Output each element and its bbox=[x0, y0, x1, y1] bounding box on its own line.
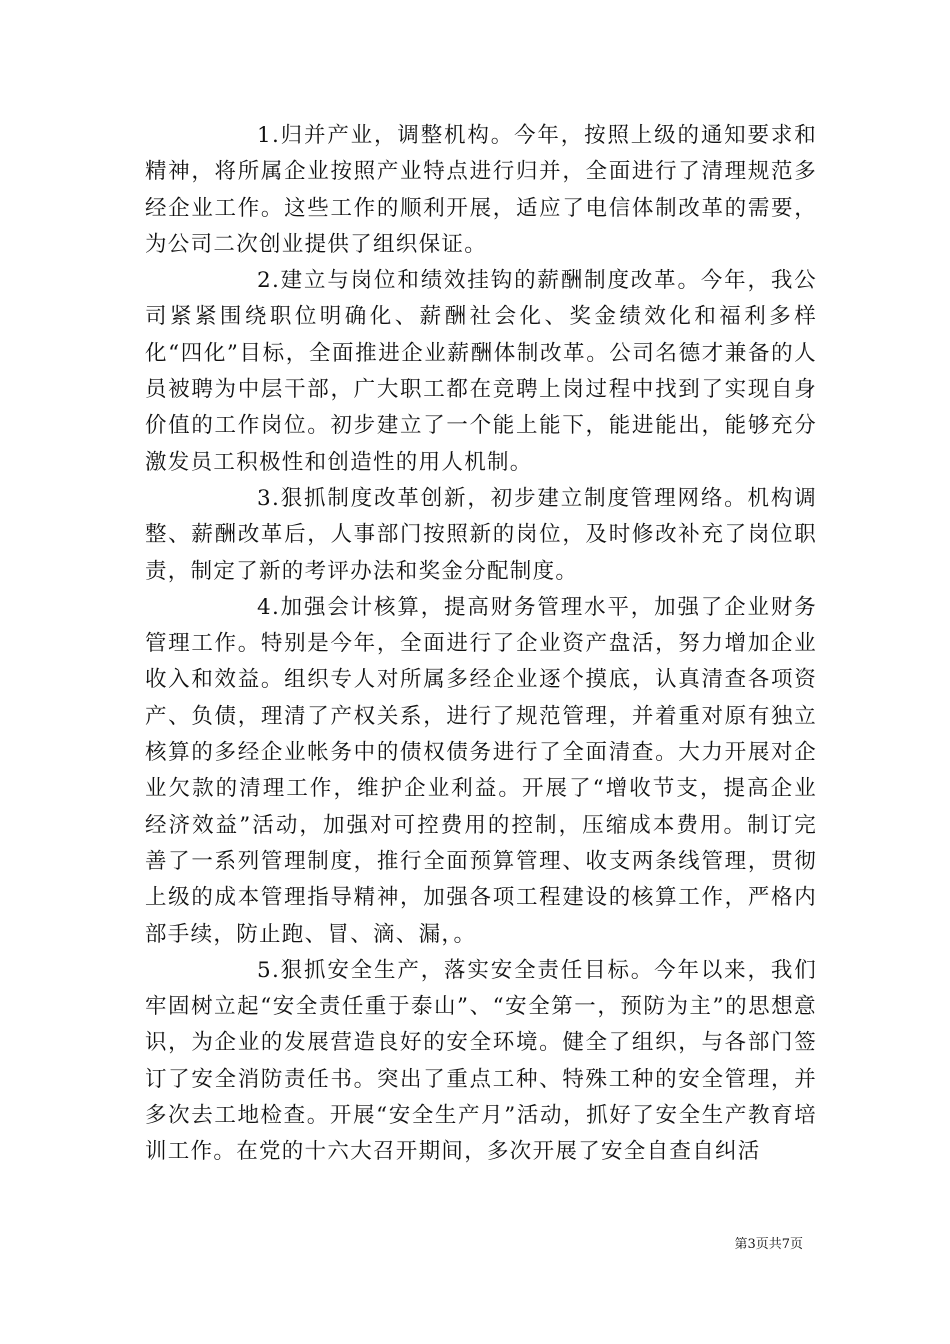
paragraph-5: 5.狠抓安全生产，落实安全责任目标。今年以来，我们牢固树立起“安全责任重于泰山”、“安全第一，预防为主”的思想意识，为企业的发展营造良好的安全环境。健全了组织，与各部门签订了安全消防责任书。突出了重点工种、特殊工种的安全管理，并多次去工地检查。开展“安全生产月”活动，抓好了安全生产教育培训工作。在党的十六大召开期间，多次开展了安全自查自纠活 bbox=[145, 957, 817, 1165]
page-number-footer: 第3页共7页 bbox=[734, 1237, 803, 1252]
paragraph-3: 3.狠抓制度改革创新，初步建立制度管理网络。机构调整、薪酬改革后，人事部门按照新的岗位，及时修改补充了岗位职责，制定了新的考评办法和奖金分配制度。 bbox=[145, 485, 817, 584]
document-body bbox=[145, 118, 817, 1171]
paragraph-2: 2.建立与岗位和绩效挂钩的薪酬制度改革。今年，我公司紧紧围绕职位明确化、薪酬社会化、奖金绩效化和福利多样化“四化”目标，全面推进企业薪酬体制改革。公司名德才兼备的人员被聘为中层干部，广大职工都在竞聘上岗过程中找到了实现自身价值的工作岗位。初步建立了一个能上能下，能进能出，能够充分激发员工积极性和创造性的用人机制。 bbox=[145, 268, 817, 475]
paragraph-4: 4.加强会计核算，提高财务管理水平，加强了企业财务管理工作。特别是今年，全面进行了企业资产盘活，努力增加企业收入和效益。组织专人对所属多经企业逐个摸底，认真清查各项资产、负债，理清了产权关系，进行了规范管理，并着重对原有独立核算的多经企业帐务中的债权债务进行了全面清查。大力开展对企业欠款的清理工作，维护企业利益。开展了“增收节支，提高企业经济效益”活动，加强对可控费用的控制，压缩成本费用。制订完善了一系列管理制度，推行全面预算管理、收支两条线管理，贯彻上级的成本管理指导精神，加强各项工程建设的核算工作，严格内部手续，防止跑、冒、滴、漏，。 bbox=[145, 594, 817, 947]
paragraph-1: 1.归并产业，调整机构。今年，按照上级的通知要求和精神，将所属企业按照产业特点进行归并，全面进行了清理规范多经企业工作。这些工作的顺利开展，适应了电信体制改革的需要，为公司二次创业提供了组织保证。 bbox=[145, 123, 817, 257]
